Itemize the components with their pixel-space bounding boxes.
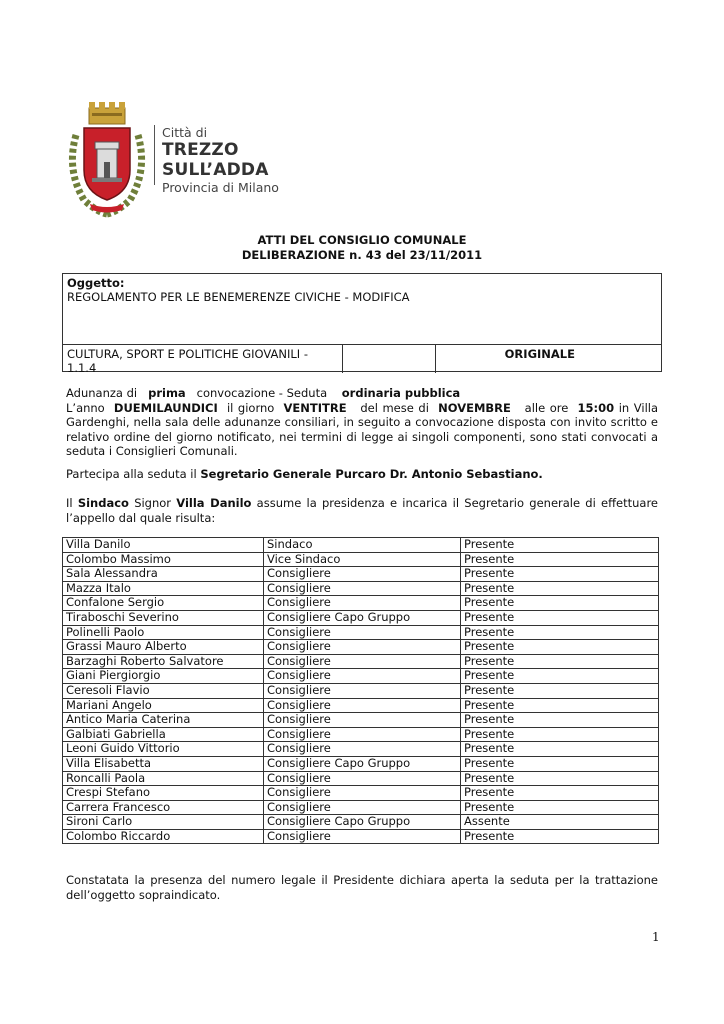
table-row: [63, 552, 659, 567]
ore-value: 15:00: [577, 400, 615, 415]
member-name: Colombo Massimo: [63, 552, 264, 567]
member-status: Presente: [461, 800, 659, 815]
member-role: Consigliere: [264, 742, 461, 757]
member-name: Sironi Carlo: [63, 815, 264, 830]
member-role: Consigliere: [264, 654, 461, 669]
member-name: Carrera Francesco: [63, 800, 264, 815]
member-role: Consigliere: [264, 596, 461, 611]
intro-paragraph: [66, 386, 658, 459]
member-status: Presente: [461, 669, 659, 684]
member-role: Consigliere: [264, 713, 461, 728]
table-row: [63, 771, 659, 786]
sindaco-name: Villa Danilo: [176, 496, 252, 510]
segretario-name: Segretario Generale Purcaro Dr. Antonio Sebastiano.: [200, 467, 543, 481]
anno-value: DUEMILAUNDICI: [113, 400, 218, 415]
table-row: [63, 698, 659, 713]
title-line-1: ATTI DEL CONSIGLIO COMUNALE: [257, 233, 467, 247]
member-status: Presente: [461, 596, 659, 611]
member-status: Presente: [461, 829, 659, 844]
seduta-type: ordinaria pubblica: [341, 386, 461, 400]
mese-prefix: del mese di: [360, 400, 429, 415]
member-status: Presente: [461, 581, 659, 596]
member-name: Mariani Angelo: [63, 698, 264, 713]
member-role: Consigliere: [264, 567, 461, 582]
table-row: [63, 610, 659, 625]
adunanza-prefix: Adunanza di: [66, 386, 138, 400]
member-role: Consigliere: [264, 698, 461, 713]
table-row: [63, 829, 659, 844]
province: Provincia di Milano: [162, 180, 279, 195]
table-row: [63, 815, 659, 830]
sindaco-mid: Signor: [134, 496, 172, 510]
member-role: Consigliere: [264, 669, 461, 684]
member-name: Confalone Sergio: [63, 596, 264, 611]
member-name: Crespi Stefano: [63, 786, 264, 801]
member-status: Presente: [461, 610, 659, 625]
anno-prefix: L’anno: [66, 400, 105, 415]
member-role: Consigliere: [264, 727, 461, 742]
convocazione-text: convocazione - Seduta: [196, 386, 328, 400]
member-role: Consigliere Capo Gruppo: [264, 610, 461, 625]
member-role: Consigliere: [264, 625, 461, 640]
oggetto-label: Oggetto:: [67, 276, 125, 290]
member-name: Ceresoli Flavio: [63, 683, 264, 698]
table-row: [63, 727, 659, 742]
table-row: [63, 567, 659, 582]
oggetto-box: [62, 273, 662, 375]
member-role: Consigliere: [264, 581, 461, 596]
member-role: Consigliere: [264, 800, 461, 815]
member-role: Consigliere Capo Gruppo: [264, 815, 461, 830]
member-status: Presente: [461, 538, 659, 553]
member-name: Villa Elisabetta: [63, 756, 264, 771]
table-row: [63, 742, 659, 757]
city-name: TREZZO SULL’ADDA: [162, 140, 269, 180]
table-row: [63, 625, 659, 640]
adunanza-line: [66, 386, 658, 401]
member-status: Presente: [461, 683, 659, 698]
oggetto-area: CULTURA, SPORT E POLITICHE GIOVANILI - 1.1.4: [63, 345, 343, 373]
table-row: [63, 596, 659, 611]
member-status: Presente: [461, 756, 659, 771]
table-row: [63, 640, 659, 655]
member-name: Antico Maria Caterina: [63, 713, 264, 728]
member-name: Barzaghi Roberto Salvatore: [63, 654, 264, 669]
member-name: Tiraboschi Severino: [63, 610, 264, 625]
member-name: Mazza Italo: [63, 581, 264, 596]
oggetto-empty-cell: [343, 345, 436, 373]
table-row: [63, 683, 659, 698]
document-title: [0, 233, 724, 262]
member-name: Grassi Mauro Alberto: [63, 640, 264, 655]
giorno-value: VENTITRE: [283, 400, 347, 415]
member-status: Assente: [461, 815, 659, 830]
member-status: Presente: [461, 654, 659, 669]
member-status: Presente: [461, 771, 659, 786]
table-row: [63, 800, 659, 815]
closing-paragraph: Constatata la presenza del numero legale il Presidente dichiara aperta la seduta per la trattazione dell’oggetto sopraindicato.: [66, 873, 658, 902]
member-name: Giani Piergiorgio: [63, 669, 264, 684]
table-row: [63, 669, 659, 684]
municipal-logo: [62, 100, 322, 218]
member-role: Consigliere: [264, 640, 461, 655]
city-name-block: [154, 125, 322, 195]
member-role: Consigliere: [264, 771, 461, 786]
member-status: Presente: [461, 552, 659, 567]
table-row: [63, 581, 659, 596]
member-role: Consigliere: [264, 786, 461, 801]
giorno-prefix: il giorno: [226, 400, 275, 415]
coat-of-arms-icon: [62, 100, 152, 218]
table-row: [63, 713, 659, 728]
member-role: Consigliere: [264, 683, 461, 698]
ore-prefix: alle ore: [524, 400, 569, 415]
sindaco-prefix: Il: [66, 496, 73, 510]
member-status: Presente: [461, 742, 659, 757]
member-name: Galbiati Gabriella: [63, 727, 264, 742]
sindaco-role: Sindaco: [77, 496, 129, 510]
member-name: Polinelli Paolo: [63, 625, 264, 640]
attendance-table: [62, 537, 659, 844]
member-status: Presente: [461, 625, 659, 640]
city-prefix: Città di: [162, 125, 208, 140]
table-row: [63, 756, 659, 771]
member-role: Consigliere Capo Gruppo: [264, 756, 461, 771]
oggetto-text: REGOLAMENTO PER LE BENEMERENZE CIVICHE - MODIFICA: [67, 290, 410, 304]
member-status: Presente: [461, 786, 659, 801]
mese-value: NOVEMBRE: [438, 400, 511, 415]
member-name: Villa Danilo: [63, 538, 264, 553]
member-role: Vice Sindaco: [264, 552, 461, 567]
member-name: Leoni Guido Vittorio: [63, 742, 264, 757]
member-status: Presente: [461, 713, 659, 728]
oggetto-status: ORIGINALE: [504, 347, 575, 361]
member-role: Consigliere: [264, 829, 461, 844]
adunanza-type: prima: [148, 386, 186, 400]
member-status: Presente: [461, 727, 659, 742]
intro-rest: in Villa Gardenghi, nella sala delle adunanze consiliari, in seguito a convocazione disposta con invito scritto e relativo ordine del giorno notificato, nei termini di legge ai singoli componenti, sono stati convocati a seduta i Consiglieri Comunali.: [66, 400, 659, 458]
sindaco-rest: assume la presidenza e incarica il Segretario generale di effettuare l’appello dal quale risulta:: [66, 496, 658, 525]
member-status: Presente: [461, 567, 659, 582]
member-name: Colombo Riccardo: [63, 829, 264, 844]
member-status: Presente: [461, 698, 659, 713]
anno-text: [66, 401, 658, 459]
table-row: [63, 538, 659, 553]
oggetto-info-row: [63, 344, 661, 373]
member-name: Sala Alessandra: [63, 567, 264, 582]
sindaco-paragraph: [66, 496, 658, 525]
member-status: Presente: [461, 640, 659, 655]
segretario-prefix: Partecipa alla seduta il: [66, 467, 197, 481]
segretario-paragraph: [66, 467, 658, 482]
table-row: [63, 654, 659, 669]
member-role: Sindaco: [264, 538, 461, 553]
table-row: [63, 786, 659, 801]
page-number: 1: [652, 930, 660, 944]
member-name: Roncalli Paola: [63, 771, 264, 786]
title-line-2: DELIBERAZIONE n. 43 del 23/11/2011: [241, 247, 483, 262]
